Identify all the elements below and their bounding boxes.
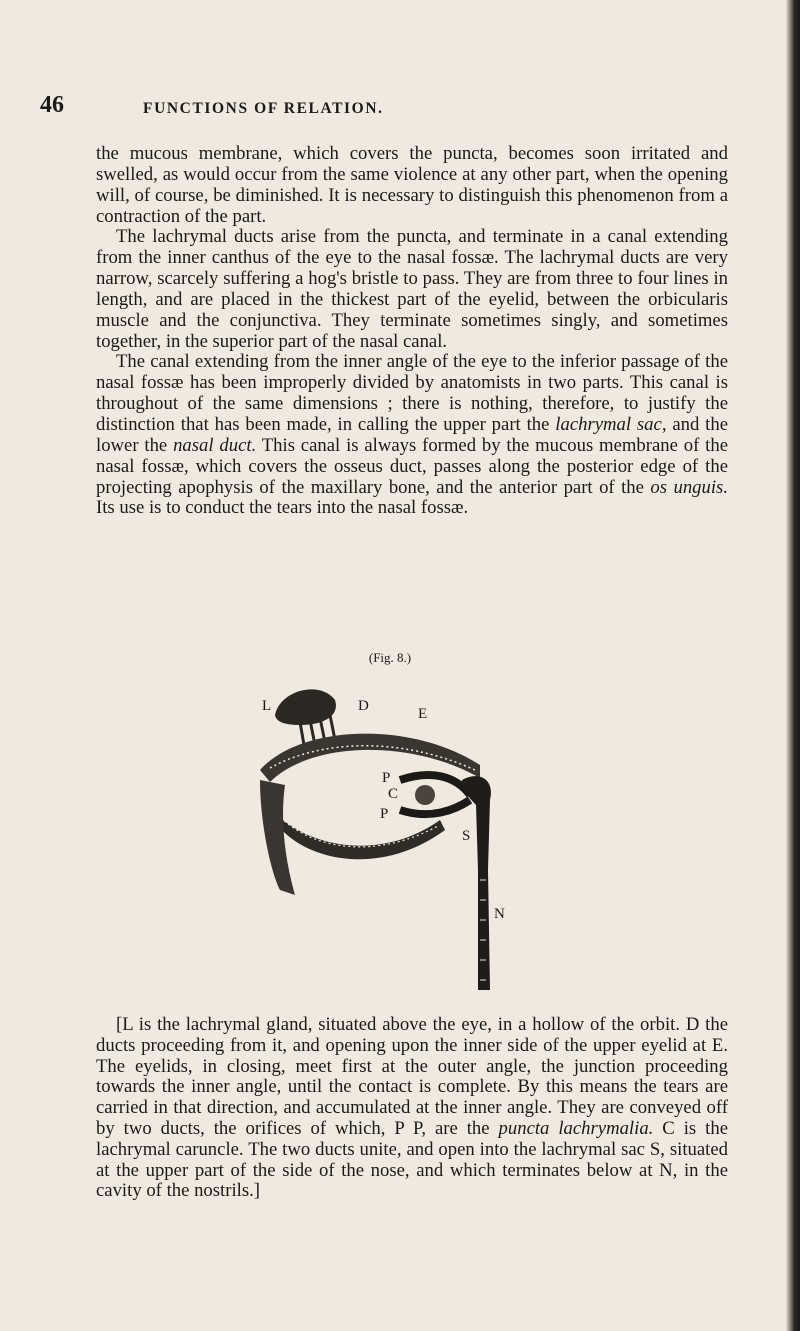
- term-nasal-duct: nasal duct.: [173, 434, 257, 456]
- label-S: S: [462, 828, 471, 844]
- lachrymal-duct-lower: [400, 800, 470, 814]
- paragraph-1: the mucous membrane, which covers the puncta, becomes soon irritated and swelled, as would occur from the same violence at any other part, when the opening will, of course, be diminished. It is necessary to distinguish this phenomenon from a contraction of the part.: [96, 143, 728, 227]
- term-os-unguis: os unguis.: [650, 476, 728, 498]
- page-header: [40, 92, 760, 122]
- label-L: L: [262, 698, 272, 714]
- legend-paragraph: [96, 1015, 728, 1202]
- paragraph-3-text-b: and the lower the: [96, 413, 729, 456]
- paragraph-3-text-a: The canal extending from the inner angle of the eye to the inferior passage of the nasal fossæ has been improperly divided by anatomists in two parts. This canal is throughout of the same dimensions ; there is nothing, therefore, to justify the distinction that has been made, in calling the upper part the: [96, 351, 728, 435]
- lachrymal-duct-upper: [400, 775, 470, 795]
- figure-legend: [96, 1015, 728, 1202]
- label-P-upper: P: [382, 770, 391, 786]
- paragraph-3-text-c: This canal is always formed by the mucous membrane of the nasal fossæ, which covers the osseus duct, passes along the posterior edge of the projecting apophysis of the maxillary bone, and the anterior part of the: [96, 434, 728, 498]
- lachrymal-caruncle: [415, 785, 435, 805]
- page-number: 46: [40, 92, 64, 118]
- body-text: [96, 144, 728, 519]
- running-head: FUNCTIONS OF RELATION.: [143, 100, 384, 117]
- paragraph-2: The lachrymal ducts arise from the puncta, and terminate in a canal extending from the inner canthus of the eye to the nasal fossæ. The lachrymal ducts are very narrow, scarcely suffering a hog's bristle to pass. They are from three to four lines in length, and are placed in the thickest part of the eyelid, between the orbicularis muscle and the conjunctiva. They terminate sometimes singly, and sometimes together, in the superior part of the nasal canal.: [96, 226, 728, 352]
- legend-text-b: C is the lachrymal caruncle. The two ducts unite, and open into the lachrymal sac S, situated at the upper part of the side of the nose, and which terminates below at N, in the cavity of the nostrils.]: [96, 1117, 728, 1202]
- nasal-duct: [478, 870, 490, 990]
- paragraph-3: [96, 352, 728, 519]
- page-edge: [786, 0, 800, 1331]
- label-N: N: [494, 906, 505, 922]
- legend-text-a: [L is the lachrymal gland, situated above the eye, in a hollow of the orbit. D the ducts proceeding from it, and opening upon the inner side of the upper eyelid at E. The eyelids, in closing, meet first at the outer angle, the junction proceeding towards the inner angle, until the contact is complete. By this means the tears are carried in that direction, and accumulated at the inner angle. They are conveyed off by two ducts, the orifices of which, P P, are the: [96, 1014, 728, 1139]
- label-P-lower: P: [380, 806, 389, 822]
- lachrymal-gland: [275, 689, 336, 725]
- eye-socket-shading: [260, 780, 295, 895]
- label-C: C: [388, 786, 399, 802]
- term-lachrymal-sac: lachrymal sac,: [555, 413, 667, 435]
- figure-caption: (Fig. 8.): [368, 650, 412, 665]
- lachrymal-sac: [462, 776, 491, 870]
- lachrymal-apparatus-illustration: [240, 670, 540, 1020]
- label-E: E: [418, 706, 428, 722]
- term-puncta-lachrymalia: puncta lachrymalia.: [498, 1117, 654, 1139]
- figure-8: [240, 650, 540, 1020]
- label-D: D: [358, 698, 369, 714]
- paragraph-3-text-d: Its use is to conduct the tears into the nasal fossæ.: [96, 497, 469, 519]
